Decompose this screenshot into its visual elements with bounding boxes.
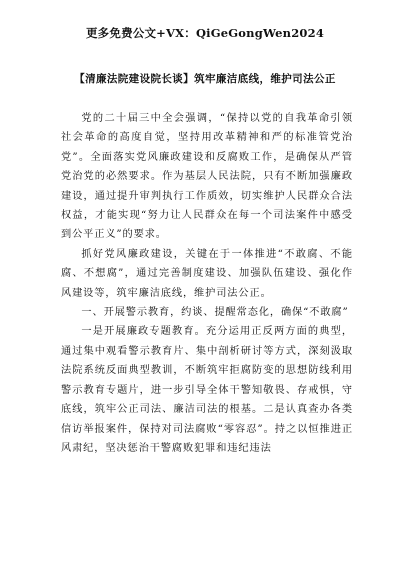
section-heading: 一、开展警示教育，约谈、提醒常态化，确保“不敢腐” (81, 307, 349, 319)
document-title: 【清廉法院建设院长谈】筑牢廉洁底线，维护司法公正 (74, 73, 336, 85)
paragraph: 抓好党风廉政建设，关键在于一体推进“不敢腐、不能腐、不想腐”，通过完善制度建设、加强队伍建设、强化作风建设等，筑牢廉洁底线，维护司法公正。 (61, 248, 353, 299)
promo-header: 更多免费公文+VX：QiGeGongWen2024 (85, 26, 325, 40)
document-body (61, 109, 353, 458)
paragraph: 一是开展廉政专题教育。充分运用正反两方面的典型，通过集中观看警示教育片、集中剖析研讨等方式，深刻汲取法院系统反面典型教训，不断筑牢拒腐防变的思想防线利用警示教育专题片，进一步引导全体干警知敬畏、存戒惧，守底线，筑牢公正司法、廉洁司法的根基。二是认真查办各类信访举报案件，保持对司法腐败“零容忍”。持之以恒推进正风肃纪，坚决惩治干警腐败犯罪和违纪违法 (61, 326, 353, 454)
paragraph: 党的二十届三中全会强调，“保持以党的自我革命引领社会革命的高度自觉，坚持用改革精神和严的标准管党治党”。全面落实党风廉政建设和反腐败工作，是确保从严管党治党的必然要求。作为基层人民法院，只有不断加强廉政建设，通过提升审判执行工作质效，切实维护人民群众合法权益，才能实现“努力让人民群众在每一个司法案件中感受到公平正义”的要求。 (61, 113, 353, 241)
